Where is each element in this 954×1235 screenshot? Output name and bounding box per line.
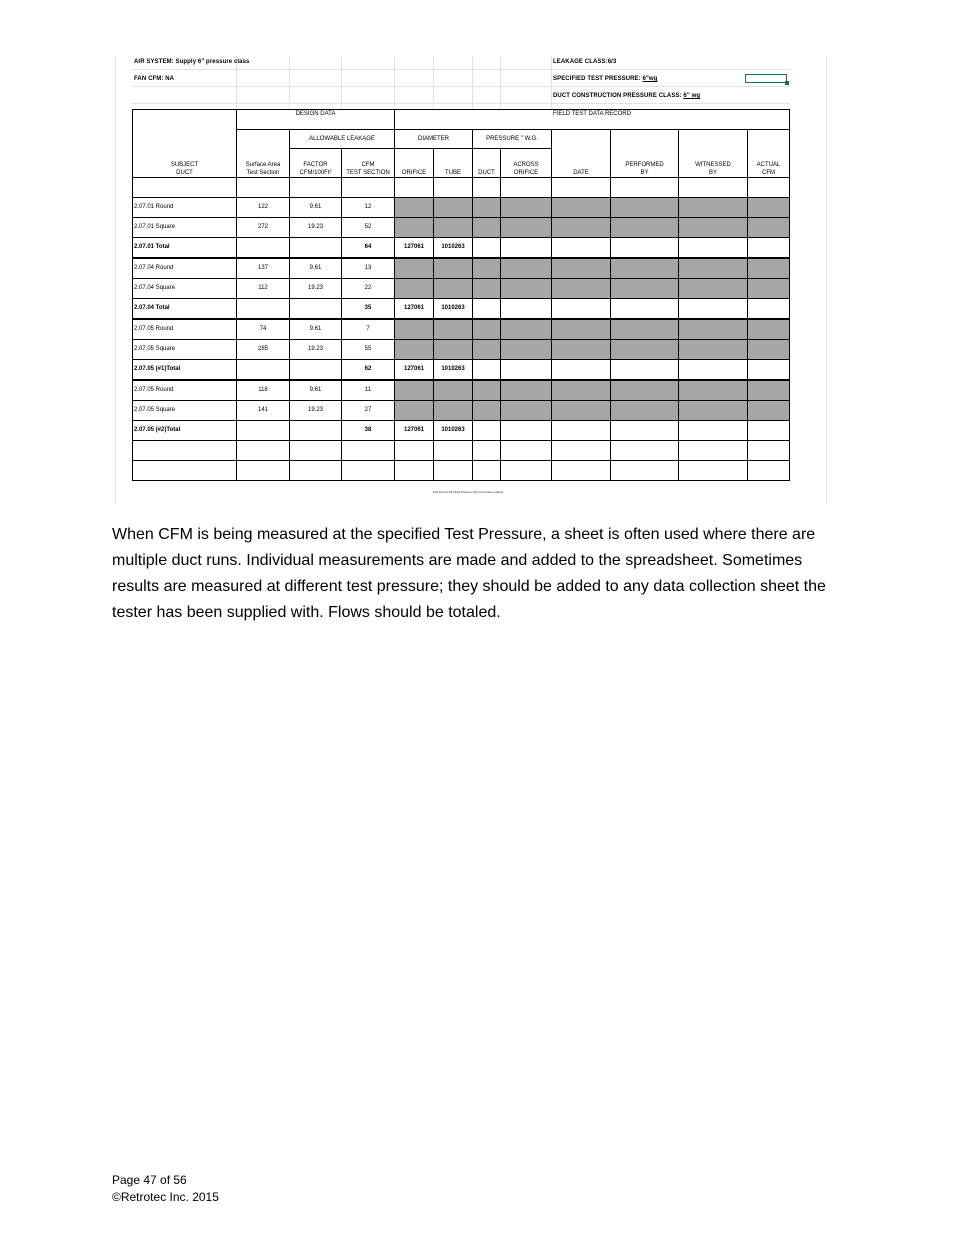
cell-cfm: 62 (342, 359, 395, 380)
test-pressure-value: 6"wg (642, 76, 658, 82)
cell-tube: 1010263 (434, 359, 473, 380)
gridline (341, 56, 342, 109)
cell-subject: 2.07.05 Square (133, 400, 237, 420)
col-label: ACTUAL (756, 161, 781, 168)
gridline (394, 56, 395, 109)
cell-subject: 2.07.05 (#1)Total (133, 359, 237, 380)
cell-area: 74 (237, 319, 290, 340)
cell-cfm: 38 (342, 420, 395, 440)
col-label: BY (640, 169, 649, 176)
table-row (133, 440, 790, 460)
gridline (132, 86, 790, 87)
page-number: Page 47 of 56 (112, 1173, 187, 1187)
col-factor (290, 149, 342, 178)
cell-tube: 1010263 (434, 420, 473, 440)
cell-cfm: 13 (342, 258, 395, 279)
cell-subject: 2.07.04 Square (133, 278, 237, 298)
cell-factor: 19.23 (290, 339, 342, 359)
cell-cfm: 22 (342, 278, 395, 298)
col-label: FACTOR (303, 161, 328, 168)
col-orifice: ORIFICE (395, 149, 434, 178)
allowable-leakage-header: ALLOWABLE LEAKAGE (290, 129, 395, 149)
cell-factor: 19.23 (290, 278, 342, 298)
test-pressure-label (553, 76, 657, 82)
cell-area: 122 (237, 197, 290, 217)
cell-area: 141 (237, 400, 290, 420)
col-actual-cfm (748, 149, 790, 178)
gridline (472, 56, 473, 109)
col-label: BY (708, 169, 717, 176)
cell-subject: 2.07.05 Round (133, 319, 237, 340)
col-label: CFM (762, 169, 775, 176)
cell-area: 272 (237, 217, 290, 237)
cell-orifice: 127061 (395, 237, 434, 258)
field-test-table (132, 109, 790, 481)
header-blank (552, 129, 611, 149)
construction-class-label (553, 93, 700, 99)
page-footer (112, 1172, 219, 1206)
col-surface-area (237, 149, 290, 178)
col-label: Test Section (246, 169, 280, 176)
cell-subject: 2.07.04 Round (133, 258, 237, 279)
cell-tube: 1010263 (434, 237, 473, 258)
cell-factor: 19.23 (290, 217, 342, 237)
table-row (133, 258, 790, 279)
gridline (289, 56, 290, 109)
col-label: ACROSS (513, 161, 539, 168)
cell-cfm: 27 (342, 400, 395, 420)
col-witnessed-by (679, 149, 748, 178)
table-row (133, 177, 790, 197)
construction-class-value: 6" wg (683, 93, 701, 99)
cell-factor: 9.61 (290, 319, 342, 340)
cell-cfm: 52 (342, 217, 395, 237)
col-performed-by (611, 149, 679, 178)
sheet-right-edge (826, 56, 827, 504)
sheet-left-edge (115, 56, 116, 504)
table-row (133, 278, 790, 298)
cell-area: 285 (237, 339, 290, 359)
cell-tube: 1010263 (434, 298, 473, 319)
cell-cfm: 35 (342, 298, 395, 319)
cell-subject: 2.07.01 Total (133, 237, 237, 258)
col-label: CFM/100Ft² (299, 169, 332, 176)
table-row-total (133, 359, 790, 380)
col-cfm-test-section (342, 149, 395, 178)
header-blank (679, 129, 748, 149)
field-test-header: FIELD TEST DATA RECORD (395, 110, 790, 130)
cell-cfm: 64 (342, 237, 395, 258)
header-blank (133, 110, 237, 130)
cell-factor: 9.61 (290, 380, 342, 401)
table-row (133, 217, 790, 237)
col-label: TEST SECTION (346, 169, 390, 176)
construction-class-text: DUCT CONSTRUCTION PRESSURE CLASS: (553, 93, 682, 99)
cell-area: 112 (237, 278, 290, 298)
table-row-total (133, 298, 790, 319)
fan-cfm-label: FAN CFM: NA (134, 76, 175, 82)
diameter-header: DIAMETER (395, 129, 473, 149)
cell-cfm: 7 (342, 319, 395, 340)
header-blank (611, 129, 679, 149)
table-row-total (133, 237, 790, 258)
col-subject-duct (133, 149, 237, 178)
cell-area: 137 (237, 258, 290, 279)
table-row-total (133, 420, 790, 440)
header-blank (748, 129, 790, 149)
cell-subject: 2.07.04 Total (133, 298, 237, 319)
cell-factor: 9.61 (290, 258, 342, 279)
copyright: ©Retrotec Inc. 2015 (112, 1190, 219, 1204)
spreadsheet-image (115, 56, 827, 504)
table-row (133, 319, 790, 340)
air-system-label: AIR SYSTEM: Supply 6" pressure class (134, 59, 250, 65)
col-label: PERFORMED (625, 161, 664, 168)
body-paragraph: When CFM is being measured at the specified Test Pressure, a sheet is often used where there are multiple duct runs. Individual measurements are made and added to the spreadsheet. Sometimes results are measured at different test pressure; they should be added to any data collection sheet the tester has been supplied with. Flows should be totaled. (112, 526, 826, 621)
cell-subject: 2.07.01 Square (133, 217, 237, 237)
col-label: SUBJECT (170, 161, 199, 168)
cell-subject: 2.07.05 Round (133, 380, 237, 401)
cell-orifice: 127061 (395, 298, 434, 319)
header-blank (133, 129, 237, 149)
cell-subject: 2.07.01 Round (133, 197, 237, 217)
cell-factor: 9.61 (290, 197, 342, 217)
col-duct: DUCT (473, 149, 501, 178)
cell-orifice: 127061 (395, 359, 434, 380)
col-date: DATE (552, 149, 611, 178)
col-label: CFM (361, 161, 375, 168)
cell-area: 118 (237, 380, 290, 401)
cell-subject: 2.07.05 (#2)Total (133, 420, 237, 440)
gridline (500, 56, 501, 109)
cell-factor: 19.23 (290, 400, 342, 420)
gridline (551, 56, 552, 109)
col-label: WITNESSED (695, 161, 731, 168)
pressure-header: PRESSURE " W.G. (473, 129, 552, 149)
header-blank (237, 129, 290, 149)
col-across-orifice (501, 149, 552, 178)
fill-handle[interactable] (785, 81, 789, 85)
table-row (133, 197, 790, 217)
col-tube: TUBE (434, 149, 473, 178)
gridline (433, 56, 434, 109)
col-label: ORIFICE (513, 169, 539, 176)
cell-cfm: 55 (342, 339, 395, 359)
cell-cfm: 11 (342, 380, 395, 401)
col-label: Surface Area (245, 161, 281, 168)
test-pressure-text: SPECIFIED TEST PRESSURE: (553, 76, 641, 82)
table-row (133, 339, 790, 359)
leakage-class-label: LEAKAGE CLASS:6/3 (553, 59, 617, 65)
design-data-header: DESIGN DATA (237, 110, 395, 130)
sheet-footer-note: Flat Round Oil Filled Pockets Vary Formulas Leaking (433, 490, 504, 494)
gridline (132, 69, 790, 70)
cell-orifice: 127061 (395, 420, 434, 440)
table-row (133, 400, 790, 420)
table-row (133, 380, 790, 401)
cell-subject: 2.07.05 Square (133, 339, 237, 359)
cell-cfm: 12 (342, 197, 395, 217)
selected-cell[interactable] (745, 74, 787, 83)
gridline (132, 103, 790, 104)
table-row (133, 460, 790, 480)
col-label: DUCT (176, 169, 193, 176)
